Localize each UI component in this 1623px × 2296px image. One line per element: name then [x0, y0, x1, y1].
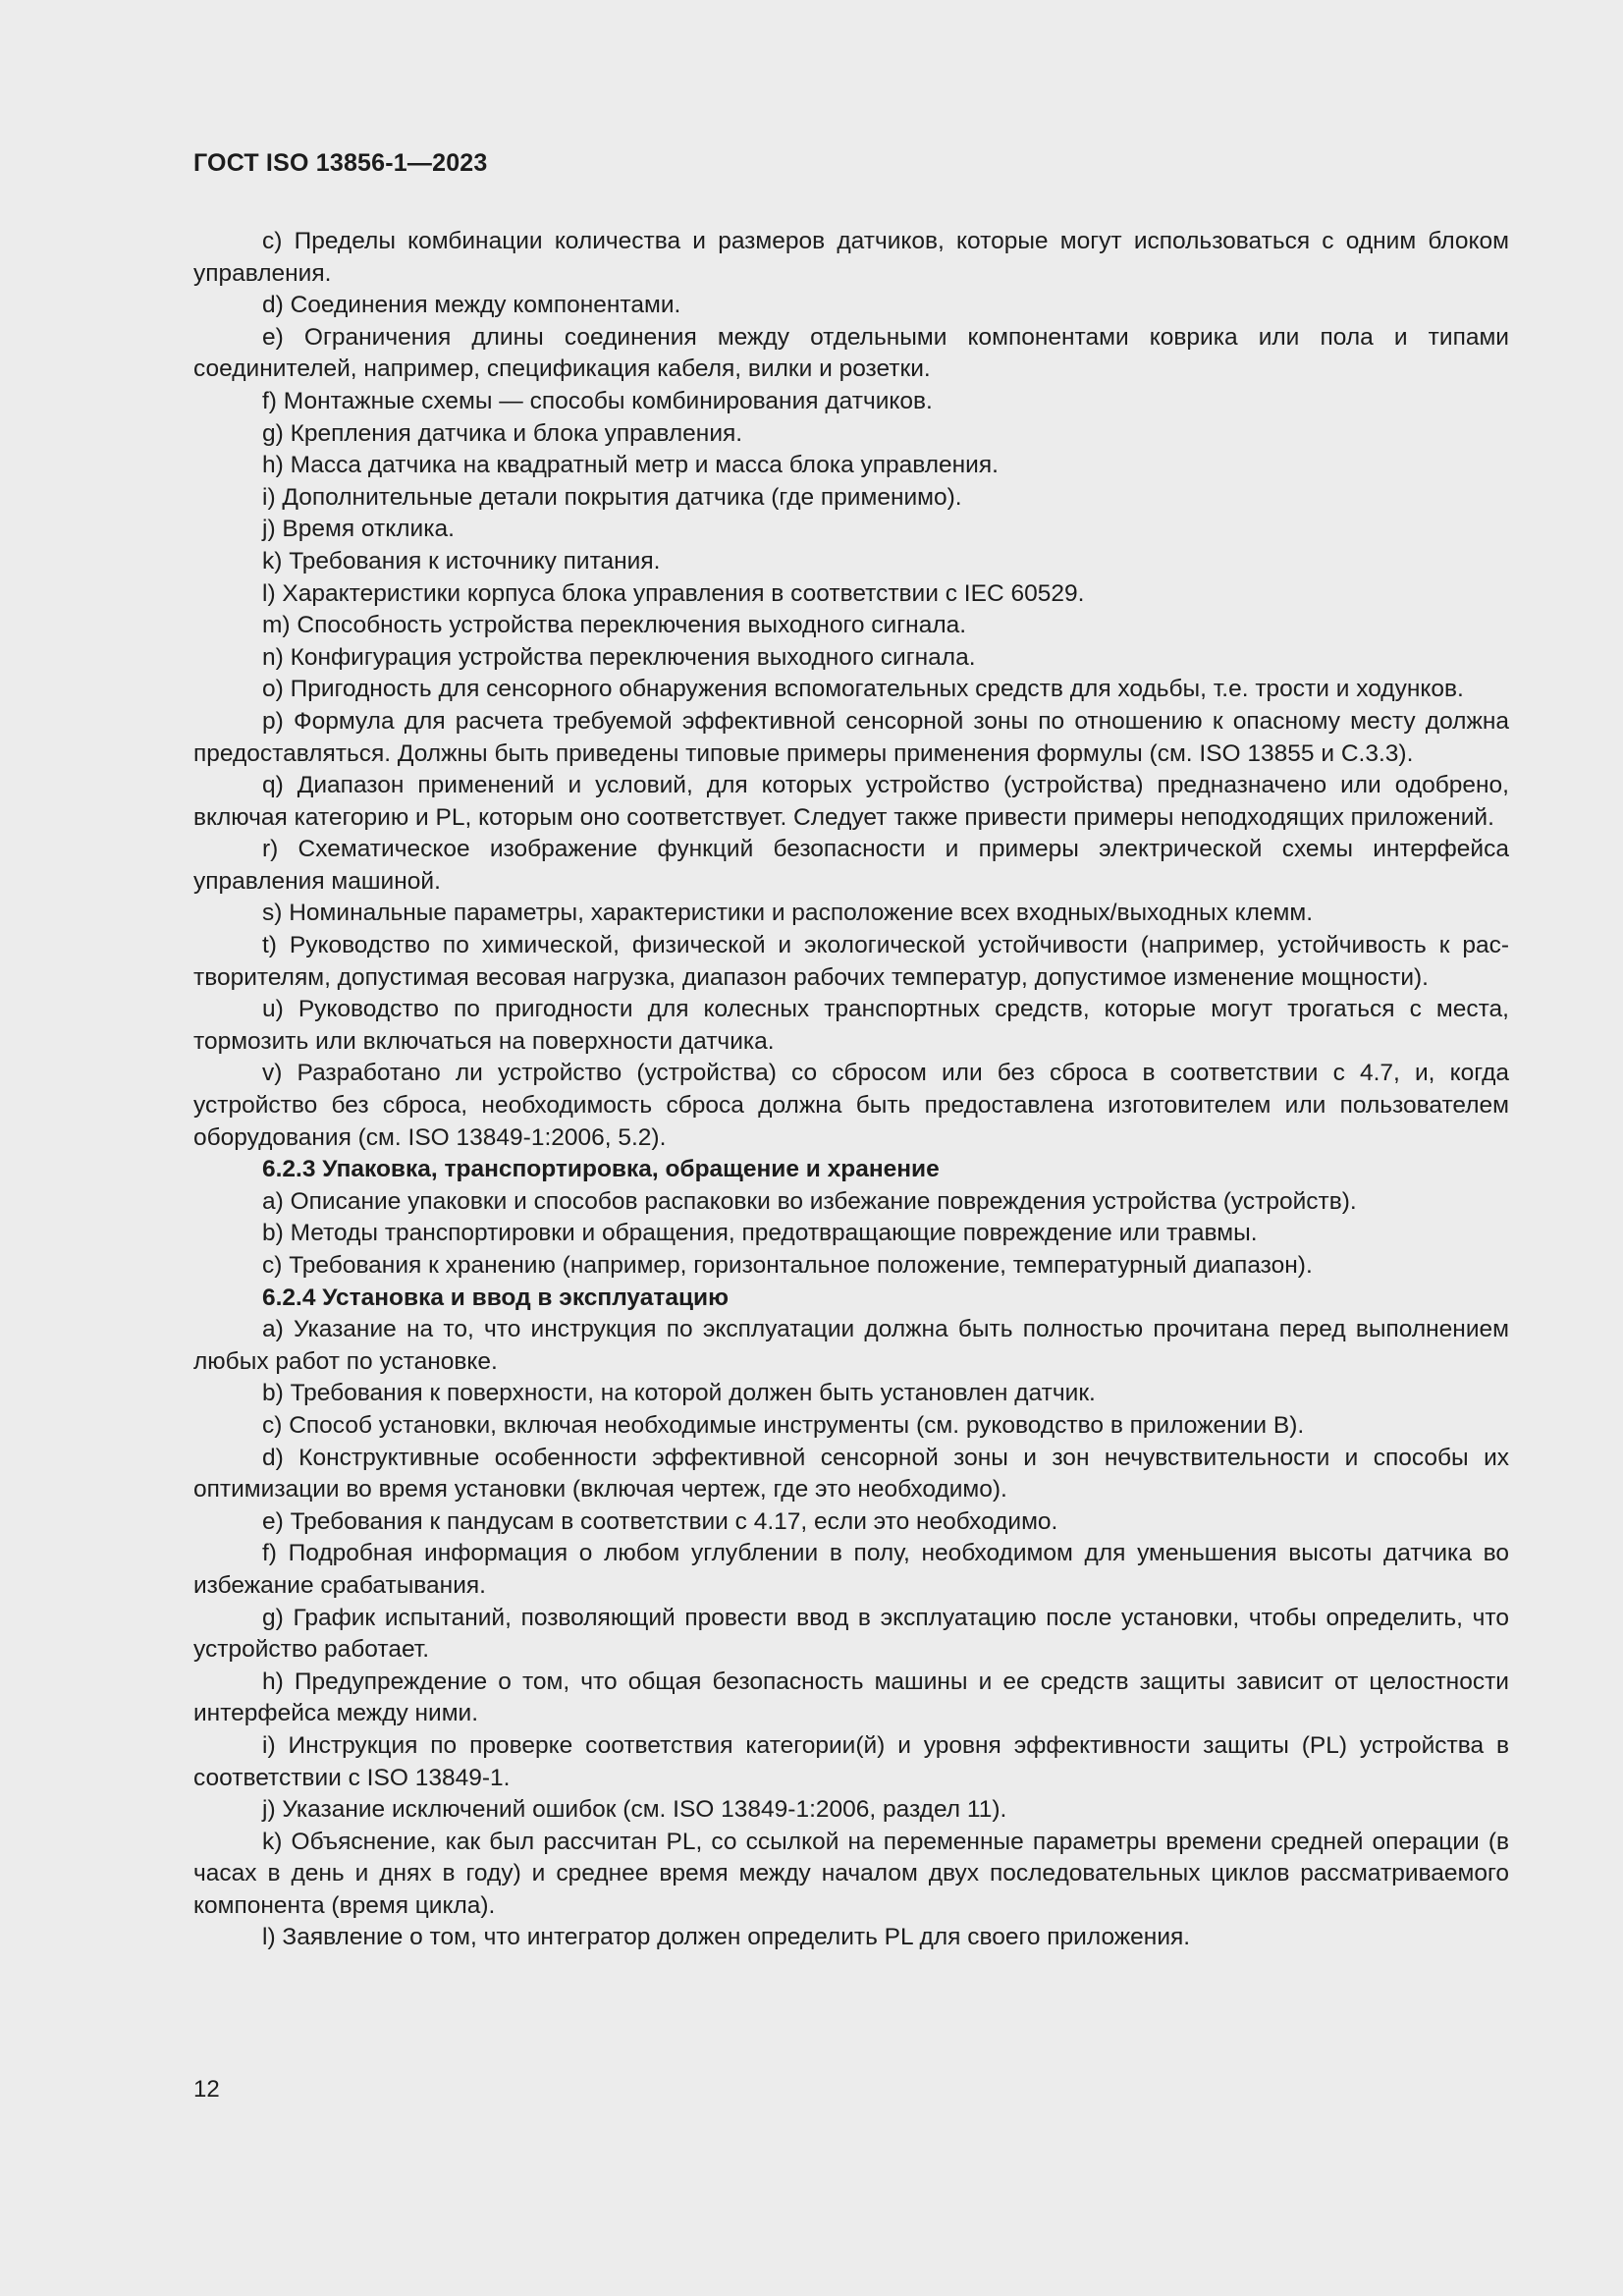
list-item: k) Объяснение, как был рассчитан PL, со ссылкой на переменные параметры времени средней операции (в часах в день и днях в году) и среднее время между началом двух последовательных циклов рассматриваемого компонента (время цикла). — [193, 1828, 1509, 1919]
list-item: b) Требования к поверхности, на которой должен быть установлен датчик. — [262, 1380, 1096, 1407]
document-header: ГОСТ ISO 13856-1—2023 — [193, 149, 488, 177]
list-item: t) Руководство по химической, физической и экологической устойчивости (например, устойчивость к растворителям, допустимая весовая нагрузка, диапазон рабочих температур, допустимое изменение мощности). — [193, 932, 1509, 991]
list-item: m) Способность устройства переключения выходного сигнала. — [262, 612, 967, 639]
list-item: u) Руководство по пригодности для колесных транспортных средств, которые могут трогаться с места, тормозить или включаться на поверхности датчика. — [193, 996, 1509, 1055]
list-item: i) Инструкция по проверке соответствия категории(й) и уровня эффективности защиты (PL) устройства в соответствии с ISO 13849-1. — [193, 1731, 1509, 1791]
list-item: l) Характеристики корпуса блока управления в соответствии с IEC 60529. — [262, 579, 1085, 607]
list-item: c) Требования к хранению (например, горизонтальное положение, температурный диапазон). — [262, 1252, 1313, 1279]
list-item: c) Пределы комбинации количества и размеров датчиков, которые могут использоваться с одним блоком управления. — [193, 228, 1509, 287]
list-item: e) Ограничения длины соединения между отдельными компонентами коврика или пола и типами соединителей, например, спецификация кабеля, вилки и розетки. — [193, 323, 1509, 383]
list-item: b) Методы транспортировки и обращения, предотвращающие повреждение или травмы. — [262, 1220, 1258, 1247]
list-item: p) Формула для расчета требуемой эффективной сенсорной зоны по отношению к опасному месту должна предоставляться. Должны быть приведены типовые примеры применения формулы (см. ISO 13855 и С.3.3). — [193, 707, 1509, 767]
section-heading: 6.2.4 Установка и ввод в эксплуатацию — [262, 1284, 730, 1311]
list-item: e) Требования к пандусам в соответствии с 4.17, если это необходимо. — [262, 1507, 1058, 1535]
list-item: k) Требования к источнику питания. — [262, 547, 661, 574]
list-item: h) Масса датчика на квадратный метр и масса блока управления. — [262, 452, 999, 479]
list-item: o) Пригодность для сенсорного обнаружения вспомогательных средств для ходьбы, т.е. трости и ходунков. — [262, 676, 1464, 703]
list-item: j) Указание исключений ошибок (см. ISO 13849-1:2006, раздел 11). — [262, 1796, 1007, 1824]
list-item: g) Крепления датчика и блока управления. — [262, 419, 743, 447]
list-item: j) Время отклика. — [262, 516, 455, 543]
list-item: h) Предупреждение о том, что общая безопасность машины и ее средств защиты зависит от целостности интерфейса между ними. — [193, 1667, 1509, 1727]
page-number: 12 — [193, 2076, 220, 2103]
list-item: r) Схематическое изображение функций безопасности и примеры электрической схемы интерфейса управления машиной. — [193, 836, 1509, 895]
list-item: c) Способ установки, включая необходимые инструменты (см. руководство в приложении В). — [262, 1411, 1305, 1439]
document-body — [193, 226, 1509, 1954]
list-item: n) Конфигурация устройства переключения выходного сигнала. — [262, 643, 976, 671]
list-item: d) Конструктивные особенности эффективной сенсорной зоны и зон нечувствительности и способы их оптимизации во время установки (включая чертеж, где это необходимо). — [193, 1444, 1509, 1503]
list-item: g) График испытаний, позволяющий провести ввод в эксплуатацию после установки, чтобы определить, что устройство работает. — [193, 1604, 1509, 1664]
list-item: a) Указание на то, что инструкция по эксплуатации должна быть полностью прочитана перед выполнением любых работ по установке. — [193, 1316, 1509, 1375]
list-item: a) Описание упаковки и способов распаковки во избежание повреждения устройства (устройств). — [262, 1187, 1357, 1215]
list-item: f) Монтажные схемы — способы комбинирования датчиков. — [262, 387, 933, 414]
list-item: l) Заявление о том, что интегратор должен определить PL для своего приложения. — [262, 1924, 1191, 1951]
list-item: d) Соединения между компонентами. — [262, 292, 681, 319]
list-item: s) Номинальные параметры, характеристики и расположение всех входных/выходных клемм. — [262, 900, 1314, 927]
section-heading: 6.2.3 Упаковка, транспортировка, обращение и хранение — [262, 1156, 940, 1183]
list-item: v) Разработано ли устройство (устройства) со сбросом или без сброса в соответствии с 4.7, и, когда устройство без сброса, необходимость сброса должна быть предоставлена изготовителем или пользователем оборудования (см. ISO 13849-1:2006, 5.2). — [193, 1060, 1509, 1151]
list-item: q) Диапазон применений и условий, для которых устройство (устройства) предназначено или одобрено, включая категорию и PL, которым оно соответствует. Следует также привести примеры неподходящих приложений. — [193, 772, 1509, 831]
list-item: f) Подробная информация о любом углублении в полу, необходимом для уменьшения высоты датчика во избежание срабатывания. — [193, 1540, 1509, 1599]
list-item: i) Дополнительные детали покрытия датчика (где применимо). — [262, 483, 962, 511]
